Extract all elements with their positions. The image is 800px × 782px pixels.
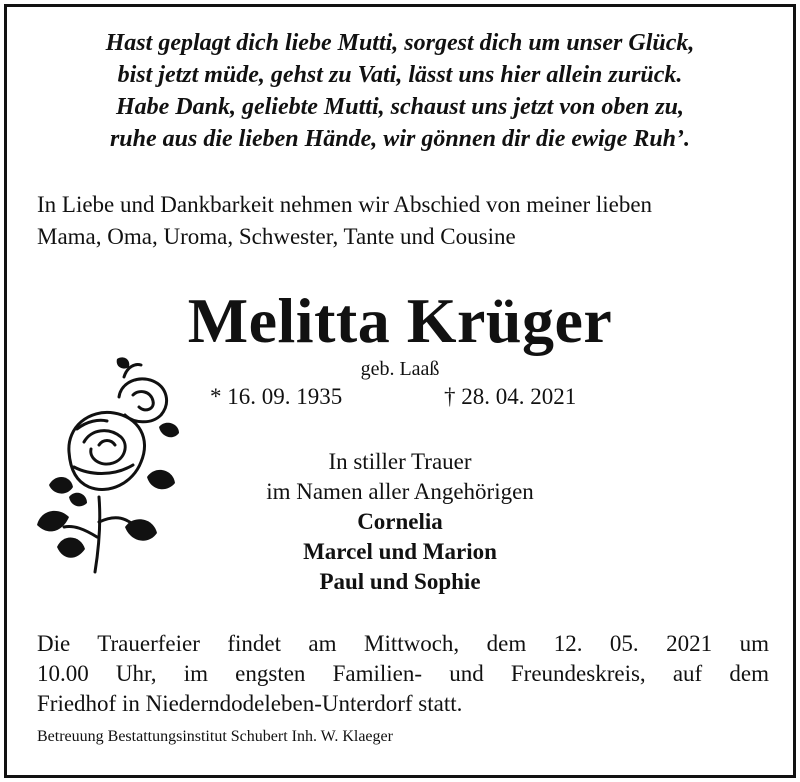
funeral-line: Friedhof in Niederndodeleben-Unterdorf statt.	[37, 691, 463, 716]
funeral-home-credit: Betreuung Bestattungsinstitut Schubert Inh. W. Klaeger	[37, 728, 393, 745]
funeral-line: Die Trauerfeier findet am Mittwoch, dem 12. 05. 2021 um	[37, 631, 769, 656]
mourner-name: Cornelia	[357, 509, 443, 534]
poem-line: ruhe aus die lieben Hände, wir gönnen dir die ewige Ruh’.	[109, 126, 691, 152]
mourning-phrase: im Namen aller Angehörigen	[266, 479, 534, 504]
deceased-name: Melitta Krüger	[187, 285, 613, 356]
poem-line: Hast geplagt dich liebe Mutti, sorgest dich um unser Glück,	[105, 30, 695, 56]
birth-date: * 16. 09. 1935	[210, 384, 343, 409]
intro-line: Mama, Oma, Uroma, Schwester, Tante und Cousine	[37, 224, 516, 249]
obituary-notice	[4, 4, 796, 778]
mourning-phrase: In stiller Trauer	[328, 449, 472, 474]
mourner-name: Marcel und Marion	[303, 539, 497, 564]
poem-line: bist jetzt müde, gehst zu Vati, lässt uns hier allein zurück.	[117, 62, 683, 88]
mourner-name: Paul und Sophie	[319, 569, 481, 594]
mourners-block	[7, 447, 793, 597]
funeral-line: 10.00 Uhr, im engsten Familien- und Freundeskreis, auf dem	[37, 661, 769, 686]
maiden-name: geb. Laaß	[360, 358, 440, 380]
intro-text	[37, 189, 771, 253]
poem	[7, 27, 793, 155]
funeral-info	[37, 629, 769, 719]
intro-line: In Liebe und Dankbarkeit nehmen wir Abschied von meiner lieben	[37, 192, 653, 217]
poem-line: Habe Dank, geliebte Mutti, schaust uns jetzt von oben zu,	[115, 94, 685, 120]
death-date: † 28. 04. 2021	[444, 384, 577, 409]
